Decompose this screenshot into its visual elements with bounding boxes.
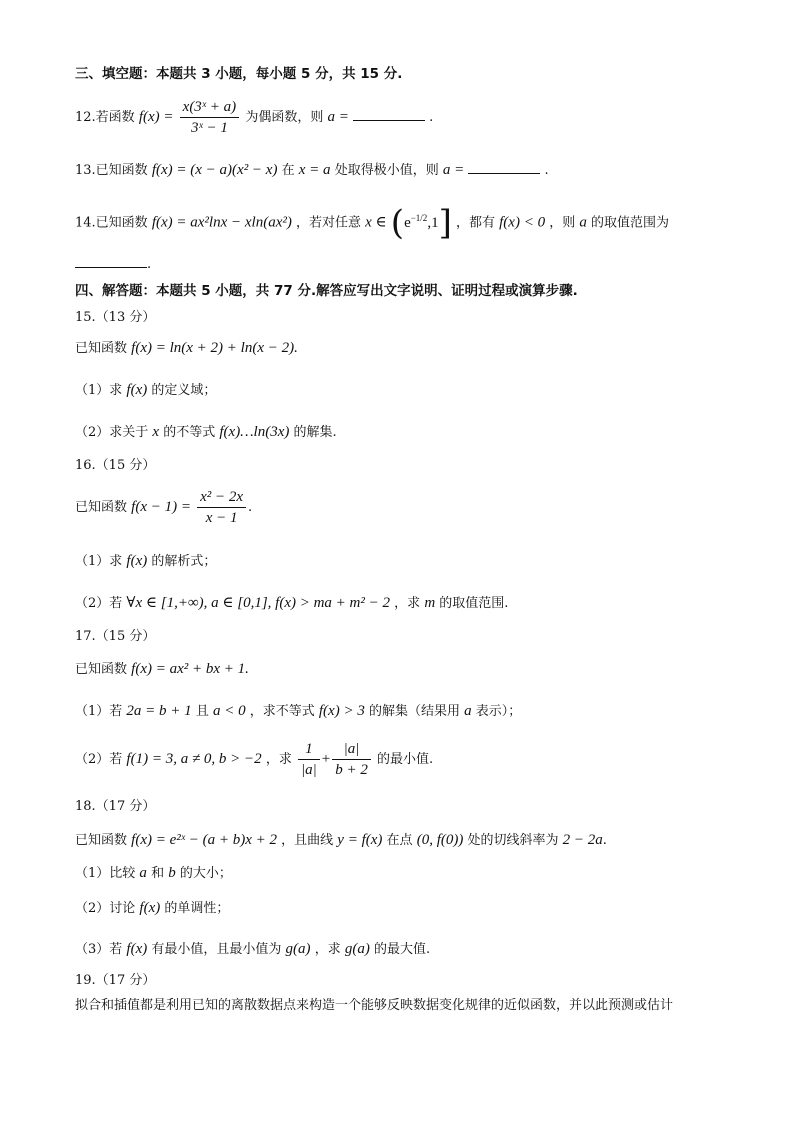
q12-label: 12.若函数 [75,110,135,125]
q13-text1: 在 [281,163,295,178]
q18-p2-expr: f(x) [139,900,161,916]
q18-text1: ，且曲线 [281,833,334,848]
q15-p2-text1: 的不等式 [163,425,216,440]
q13-expr: f(x) = (x − a)(x² − x) [151,162,278,178]
q17-p1-text3: 的解集（结果用 [368,704,460,719]
q18-p3-g2: g(a) [344,941,370,957]
q15-given-text: 已知函数 [75,341,128,356]
q17-p1-label: （1）若 [75,704,123,719]
q14-text1: ，若对任意 [295,215,361,231]
q12-text: 为偶函数，则 [245,110,324,125]
q14-expr: f(x) = ax²lnx − xln(ax²) [151,214,292,231]
q17-p2-label: （2）若 [75,752,123,767]
q16-part-2 [75,594,508,612]
q17-p1-text2: ，求不等式 [249,704,315,719]
q17-plus: + [321,751,331,767]
q16-given-text: 已知函数 [75,500,128,515]
q17-frac2-denominator: b + 2 [335,762,368,778]
q13-cond: x = a [298,162,331,178]
q13-label: 13.已知函数 [75,163,148,178]
q18-p1-text: 的大小； [179,866,232,881]
q19-header: 19.（17 分） [75,973,156,988]
q16-numerator: x² − 2x [197,488,246,508]
q15-p1-text: 的定义域； [151,383,217,398]
q17-header: 17.（15 分） [75,629,156,644]
q17-fraction-2 [332,740,371,779]
question-14 [75,203,670,243]
q14-text4: 的取值范围为 [591,215,670,231]
q14-interval-base: e [404,214,411,231]
q18-p2-text: 的单调性； [164,901,230,916]
q13-end: . [544,163,549,178]
q17-p2-text2: 的最小值. [376,752,434,767]
question-12 [75,98,433,137]
q15-p2-expr: f(x)…ln(3x) [219,424,290,440]
q17-fraction-1 [298,740,320,779]
q17-given [75,660,249,678]
q18-p3-g: g(a) [285,941,311,957]
q18-p1-label: （1）比较 [75,866,136,881]
q13-answer-blank [468,161,540,174]
q18-part-3 [75,940,430,958]
q18-p3-expr: f(x) [126,941,148,957]
q17-part-1 [75,702,521,720]
q17-expr: f(x) = ax² + bx + 1. [131,661,249,677]
q18-expr: f(x) = e²ˣ − (a + b)x + 2 [131,832,277,848]
q16-end: . [248,500,253,515]
q16-p1-expr: f(x) [126,553,148,569]
q12-denominator: 3ˣ − 1 [190,120,228,136]
q18-p3-text2: ，求 [314,942,341,957]
q15-p2-label: （2）求关于 [75,425,149,440]
q16-p1-text: 的解析式； [151,554,217,569]
q15-p1-label: （1）求 [75,383,123,398]
q17-p1-cond2: a < 0 [212,703,246,719]
q15-part-2 [75,423,337,441]
q15-p2-var: x [152,424,160,440]
q12-lhs: f(x) = [138,109,174,125]
q16-fraction [197,488,246,527]
q18-text3: 处的切线斜率为 [467,833,559,848]
q14-answer-blank [75,255,147,268]
q18-p1-and: 和 [151,866,165,881]
q17-frac2-numerator: |a| [332,740,371,760]
q15-p1-expr: f(x) [126,382,148,398]
q16-p2-text2: 的取值范围. [439,596,509,611]
q18-end: . [602,833,607,848]
q18-p1-b: b [168,865,176,881]
q12-answer-blank [353,108,425,121]
q12-end: . [429,110,434,125]
q15-expr: f(x) = ln(x + 2) + ln(x − 2). [131,340,298,356]
q16-p2-expr: ∀x ∈ [1,+∞), a ∈ [0,1], f(x) > ma + m² − 2 [126,595,391,611]
q18-p2-label: （2）讨论 [75,901,136,916]
q17-p1-text1: 且 [195,704,209,719]
q16-header: 16.（15 分） [75,458,156,473]
q19-text: 拟合和插值都是利用已知的离散数据点来构造一个能够反映数据变化规律的近似函数，并以此预测或估计 [75,998,674,1013]
q16-part-1 [75,552,216,570]
q17-p2-cond: f(1) = 3, a ≠ 0, b > −2 [126,751,262,767]
q18-point: (0, f(0)) [416,832,464,848]
q17-p1-var: a [464,703,472,719]
q14-end: . [147,257,152,272]
q16-p1-label: （1）求 [75,554,123,569]
q14-var: a [579,214,587,231]
q14-interval [404,212,439,231]
q14-label: 14.已知函数 [75,215,148,231]
q18-p3-text1: 有最小值，且最小值为 [151,942,282,957]
question-14-continued [75,255,151,273]
q17-given-text: 已知函数 [75,662,128,677]
q15-header: 15.（13 分） [75,310,156,325]
q16-p2-var: m [424,595,436,611]
q18-part-1 [75,864,232,882]
q17-p1-text4: 表示）； [475,704,522,719]
q16-p2-text1: ，求 [394,596,421,611]
section-3-title: 三、填空题：本题共 3 小题，每小题 5 分，共 15 分. [75,66,403,82]
q17-part-2 [75,740,433,779]
q14-x-in: x ∈ [365,214,387,231]
q14-text2: ，都有 [455,215,495,231]
section-4-title: 四、解答题：本题共 5 小题，共 77 分.解答应写出文字说明、证明过程或演算步骤. [75,283,578,299]
q18-slope: 2 − 2a [562,832,603,848]
q18-given [75,831,607,849]
q18-p1-a: a [139,865,147,881]
q17-p1-ineq: f(x) > 3 [318,703,365,719]
q14-right-bracket: ] [438,203,452,243]
q18-p3-text3: 的最大值. [373,942,431,957]
q14-interval-exp: −1/2 [410,212,428,223]
q18-curve: y = f(x) [337,832,383,848]
q12-numerator: x(3ˣ + a) [180,98,240,118]
q14-left-paren: ( [390,203,405,243]
q16-denominator: x − 1 [205,510,238,526]
q16-given [75,488,252,527]
q13-var: a = [442,162,465,178]
q13-text2: 处取得极小值，则 [334,163,439,178]
q12-fraction [180,98,240,137]
q18-p3-label: （3）若 [75,942,123,957]
q14-cond: f(x) < 0 [499,214,546,231]
q18-header: 18.（17 分） [75,799,156,814]
q18-part-2 [75,899,229,917]
q12-var: a = [327,109,349,125]
q18-given-text: 已知函数 [75,833,128,848]
q15-p2-text2: 的解集. [293,425,337,440]
q17-p2-text1: ，求 [265,752,292,767]
q14-text3: ，则 [549,215,576,231]
q16-p2-label: （2）若 [75,596,123,611]
q17-frac1-denominator: |a| [300,762,317,778]
q15-part-1 [75,381,216,399]
q14-interval-rest: ,1 [427,214,439,231]
q17-frac1-numerator: 1 [298,740,320,760]
question-13 [75,161,549,179]
q17-p1-cond1: 2a = b + 1 [126,703,192,719]
q16-lhs: f(x − 1) = [131,499,191,515]
q15-given [75,339,298,357]
q18-text2: 在点 [386,833,413,848]
